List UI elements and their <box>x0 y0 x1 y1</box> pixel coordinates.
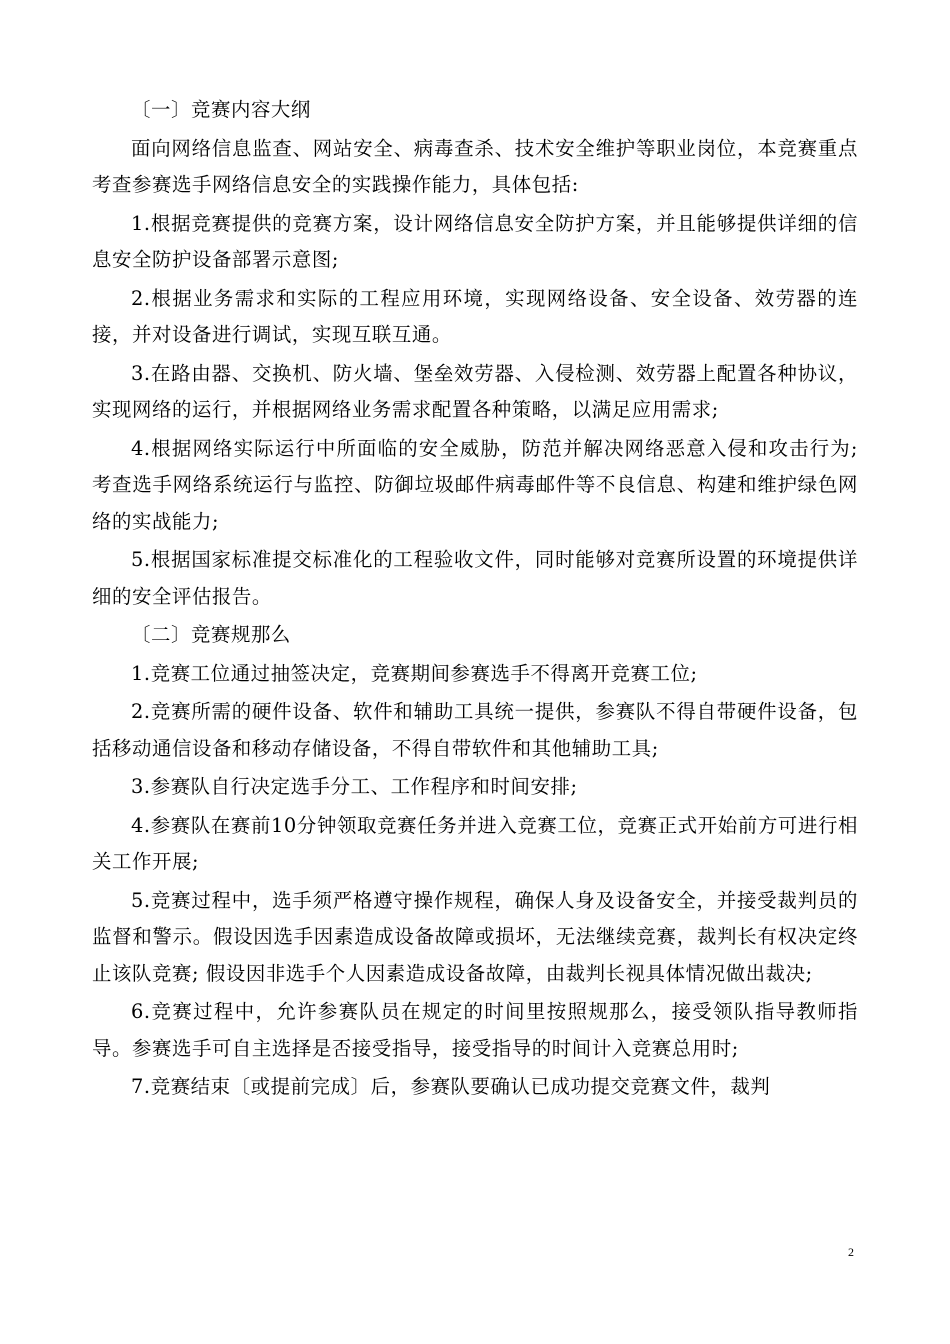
rule-item-5: 5.竞赛过程中，选手须严格遵守操作规程，确保人身及设备安全，并接受裁判员的监督和警示。假设因选手因素造成设备故障或损坏，无法继续竞赛，裁判长有权决定终止该队竞赛; 假设因非选手个人因素造成设备故障，由裁判长视具体情况做出裁决; <box>92 888 858 985</box>
content-item-5: 5.根据国家标准提交标准化的工程验收文件，同时能够对竞赛所设置的环境提供详细的安全评估报告。 <box>92 548 858 608</box>
section-heading-rules: 〔二〕竞赛规那么 <box>131 623 291 646</box>
content-item-1: 1.根据竞赛提供的竞赛方案，设计网络信息安全防护方案，并且能够提供详细的信息安全防护设备部署示意图; <box>92 211 858 271</box>
rule-item-3: 3.参赛队自行决定选手分工、工作程序和时间安排; <box>131 775 578 798</box>
intro-paragraph: 面向网络信息监查、网站安全、病毒查杀、技术安全维护等职业岗位，本竞赛重点考查参赛选手网络信息安全的实践操作能力，具体包括: <box>92 136 858 196</box>
rule-item-7: 7.竞赛结束〔或提前完成〕后，参赛队要确认已成功提交竞赛文件，裁判 <box>131 1075 771 1098</box>
rule-item-6: 6.竞赛过程中，允许参赛队员在规定的时间里按照规那么，接受领队指导教师指导。参赛选手可自主选择是否接受指导，接受指导的时间计入竞赛总用时; <box>92 1000 858 1060</box>
page-number: 2 <box>848 1245 854 1259</box>
content-item-2: 2.根据业务需求和实际的工程应用环境，实现网络设备、安全设备、效劳器的连接，并对设备进行调试，实现互联互通。 <box>92 286 858 346</box>
rule-item-1: 1.竞赛工位通过抽签决定，竞赛期间参赛选手不得离开竞赛工位; <box>131 661 698 685</box>
content-item-4: 4.根据网络实际运行中所面临的安全威胁，防范并解决网络恶意入侵和攻击行为; 考查选手网络系统运行与监控、防御垃圾邮件病毒邮件等不良信息、构建和维护绿色网络的实战能力; <box>92 436 858 533</box>
rule-item-2: 2.竞赛所需的硬件设备、软件和辅助工具统一提供，参赛队不得自带硬件设备，包括移动通信设备和移动存储设备，不得自带软件和其他辅助工具; <box>92 700 858 760</box>
document-body <box>92 92 858 1106</box>
rule-item-4: 4.参赛队在赛前10分钟领取竞赛任务并进入竞赛工位，竞赛正式开始前方可进行相关工作开展; <box>92 813 858 873</box>
content-item-3: 3.在路由器、交换机、防火墙、堡垒效劳器、入侵检测、效劳器上配置各种协议，实现网络的运行，并根据网络业务需求配置各种策略，以满足应用需求; <box>92 361 858 421</box>
section-heading-content-outline: 〔一〕竞赛内容大纲 <box>131 98 311 121</box>
